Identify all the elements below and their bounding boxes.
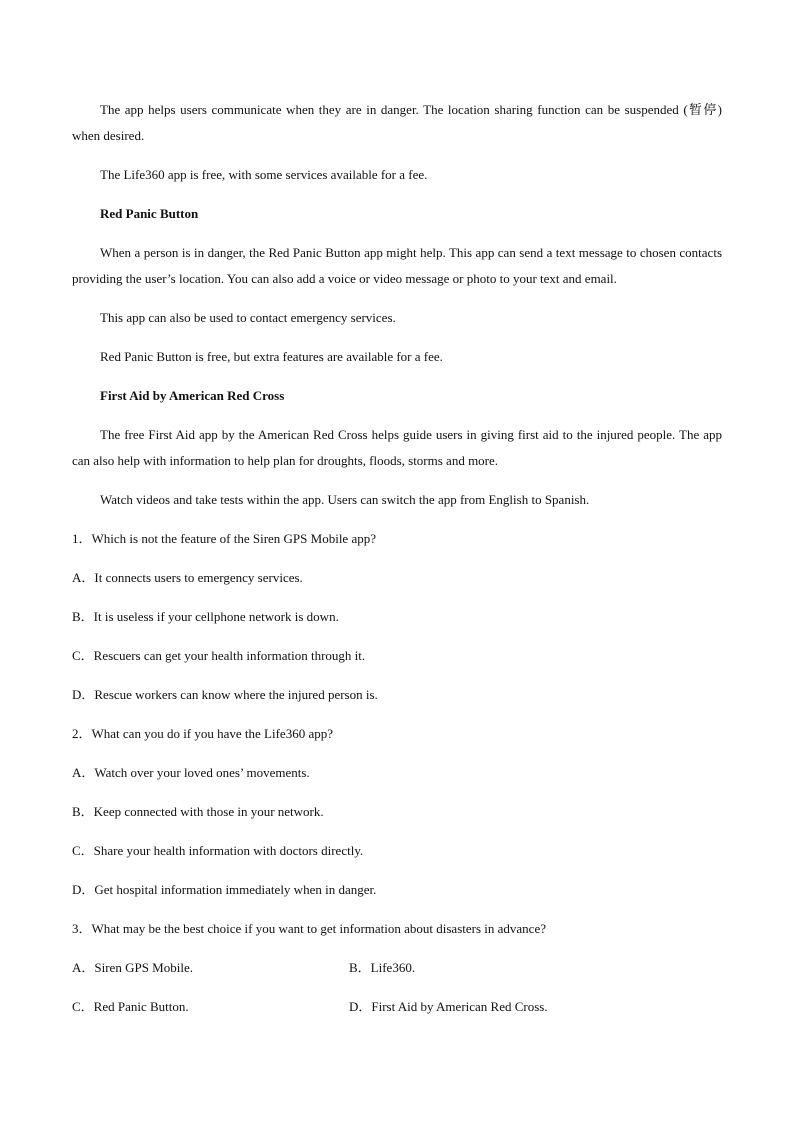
question-1-option-b: B．It is useless if your cellphone network is down. <box>72 609 339 624</box>
question-3-options-row-2 <box>72 994 722 1020</box>
question-2-option-a: A．Watch over your loved ones’ movements. <box>72 765 310 780</box>
paragraph-red-panic-description: When a person is in danger, the Red Panic Button app might help. This app can send a text message to chosen contacts providing the user’s location. You can also add a voice or video message or photo to your text and email. <box>72 245 722 286</box>
question-1-option-d: D．Rescue workers can know where the injured person is. <box>72 687 378 702</box>
question-3-option-d: D．First Aid by American Red Cross. <box>349 999 548 1014</box>
paragraph-life360-price: The Life360 app is free, with some services available for a fee. <box>100 167 428 182</box>
question-2-option-b: B．Keep connected with those in your network. <box>72 804 324 819</box>
question-3-stem: 3．What may be the best choice if you want to get information about disasters in advance? <box>72 921 546 936</box>
question-2-option-d: D．Get hospital information immediately when in danger. <box>72 882 377 897</box>
question-3-options-row-1 <box>72 955 722 981</box>
question-1-option-a: A．It connects users to emergency services. <box>72 570 303 585</box>
question-2-option-c: C．Share your health information with doctors directly. <box>72 843 364 858</box>
question-2-stem: 2．What can you do if you have the Life360 app? <box>72 726 333 741</box>
question-1-stem: 1．Which is not the feature of the Siren GPS Mobile app? <box>72 531 376 546</box>
paragraph-first-aid-features: Watch videos and take tests within the app. Users can switch the app from English to Spanish. <box>100 492 590 507</box>
paragraph-red-panic-emergency: This app can also be used to contact emergency services. <box>100 310 396 325</box>
question-1-option-c: C．Rescuers can get your health information through it. <box>72 648 366 663</box>
paragraph-location-sharing: The app helps users communicate when they are in danger. The location sharing function can be suspended (暂停) when desired. <box>72 102 722 143</box>
heading-first-aid: First Aid by American Red Cross <box>100 388 285 403</box>
question-3-option-b: B．Life360. <box>349 960 416 975</box>
question-3-option-c: C．Red Panic Button. <box>72 999 189 1014</box>
paragraph-red-panic-price: Red Panic Button is free, but extra features are available for a fee. <box>100 349 443 364</box>
question-3-option-a: A．Siren GPS Mobile. <box>72 960 193 975</box>
paragraph-first-aid-description: The free First Aid app by the American Red Cross helps guide users in giving first aid to the injured people. The app can also help with information to help plan for droughts, floods, storms and more. <box>72 427 722 468</box>
heading-red-panic-button: Red Panic Button <box>100 206 199 221</box>
